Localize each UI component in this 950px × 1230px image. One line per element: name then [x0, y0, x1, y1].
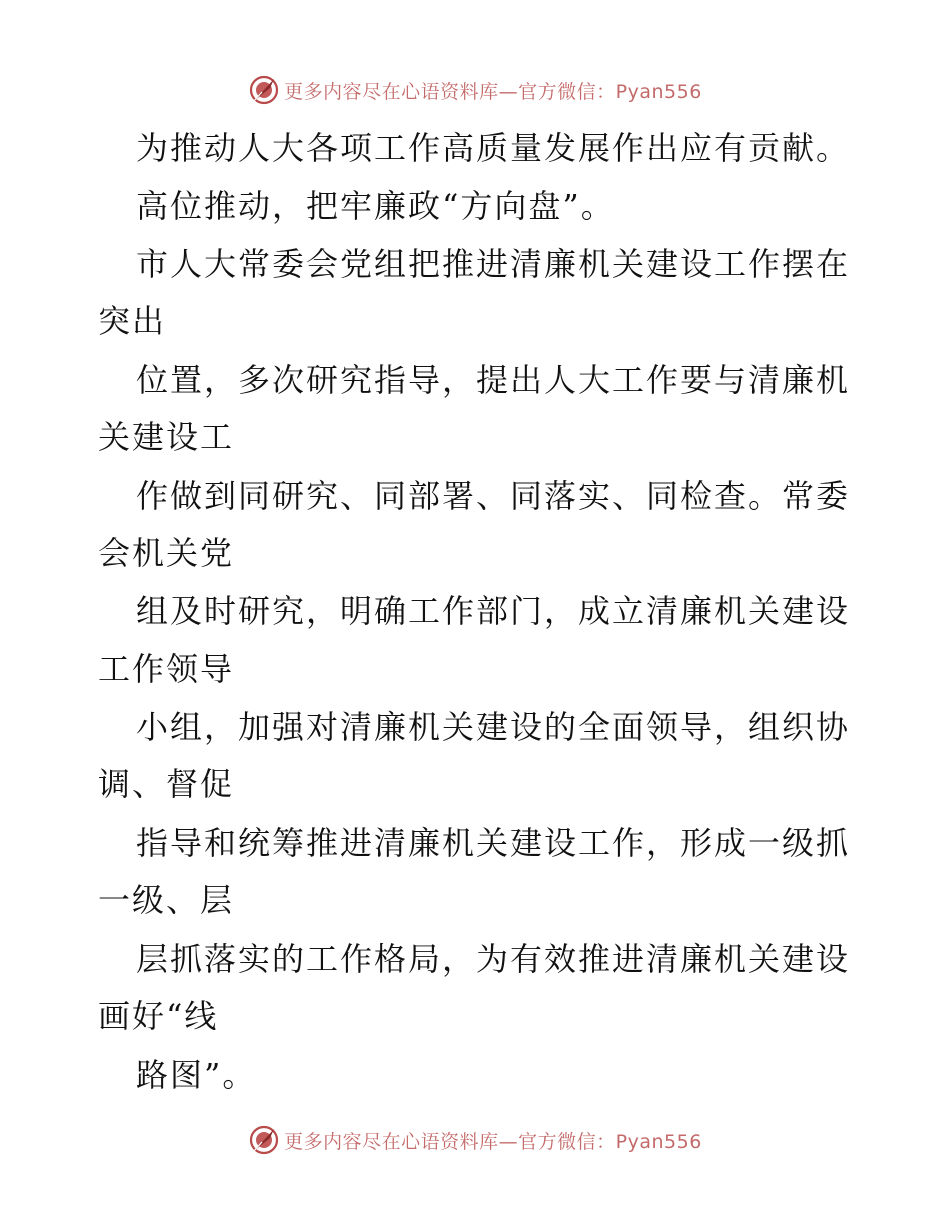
paragraph-line: 组及时研究，明确工作部门，成立清廉机关建设 — [136, 592, 851, 630]
paragraph-line: 指导和统筹推进清廉机关建设工作，形成一级抓 — [136, 824, 851, 862]
paragraph-line: 高位推动，把牢廉政“方向盘”。 — [136, 187, 615, 225]
footer-watermark — [0, 1120, 950, 1160]
paragraph-line: 位置，多次研究指导，提出人大工作要与清廉机 — [136, 361, 851, 399]
paragraph-line: 层抓落实的工作格局，为有效推进清廉机关建设 — [136, 940, 851, 978]
quill-logo-icon — [248, 1124, 280, 1156]
header-watermark-text: 更多内容尽在心语资料库—官方微信：Pyan556 — [284, 80, 702, 103]
paragraph-line: 关建设工 — [98, 418, 235, 456]
header-watermark — [0, 70, 950, 110]
quill-logo-icon — [248, 74, 280, 106]
paragraph-line: 作做到同研究、同部署、同落实、同检查。常委 — [136, 477, 851, 515]
paragraph-line: 一级、层 — [98, 881, 235, 919]
paragraph-line: 调、督促 — [98, 765, 235, 803]
header-watermark-inner — [248, 74, 702, 106]
paragraph-line: 会机关党 — [98, 534, 235, 572]
paragraph-line: 突出 — [98, 302, 167, 340]
paragraph-line: 小组，加强对清廉机关建设的全面领导，组织协 — [136, 708, 851, 746]
paragraph-line: 画好“线 — [98, 997, 219, 1035]
paragraph-line: 工作领导 — [98, 650, 235, 688]
paragraph-line: 路图”。 — [136, 1056, 257, 1094]
paragraph-line: 为推动人大各项工作高质量发展作出应有贡献。 — [136, 129, 851, 167]
footer-watermark-text: 更多内容尽在心语资料库—官方微信：Pyan556 — [284, 1130, 702, 1153]
footer-watermark-inner — [248, 1124, 702, 1156]
paragraph-line: 市人大常委会党组把推进清廉机关建设工作摆在 — [136, 245, 851, 283]
